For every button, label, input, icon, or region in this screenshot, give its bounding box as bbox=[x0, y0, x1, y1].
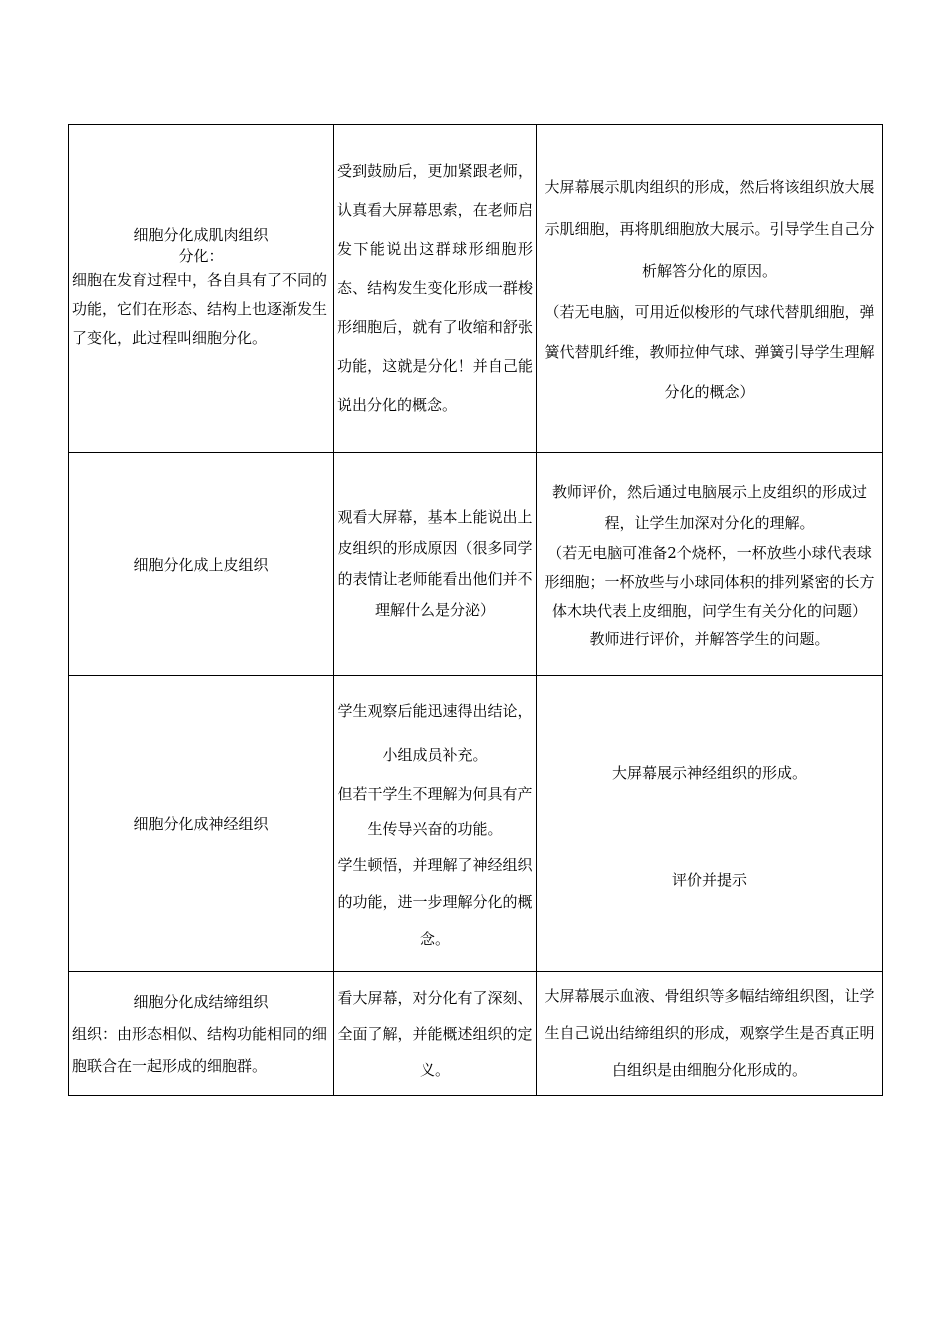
lesson-table bbox=[68, 124, 883, 1096]
student-activity-text: 观看大屏幕，基本上能说出上皮组织的形成原因（很多同学的表情让老师能看出他们并不理解什么是分泌） bbox=[337, 508, 533, 619]
student-activity-text: 看大屏幕，对分化有了深刻、全面了解，并能概述组织的定义。 bbox=[337, 988, 533, 1079]
teacher-activity-text: 大屏幕展示血液、骨组织等多幅结缔组织图，让学生自己说出结缔组织的形成，观察学生是否真正明白组织是由细胞分化形成的。 bbox=[544, 987, 875, 1079]
student-observation-text: 学生观察后能迅速得出结论，小组成员补充。 bbox=[337, 702, 533, 764]
definition-text: 组织：由形态相似、结构功能相同的细胞联合在一起形成的细胞群。 bbox=[72, 1024, 328, 1075]
table-row bbox=[69, 453, 883, 676]
stage-cell bbox=[69, 972, 334, 1096]
student-activity-cell bbox=[334, 676, 537, 972]
table-row bbox=[69, 972, 883, 1096]
teacher-activity-cell bbox=[537, 453, 883, 676]
stage-title: 细胞分化成神经组织 bbox=[133, 815, 269, 833]
student-activity-cell bbox=[334, 453, 537, 676]
student-insight-text: 学生顿悟，并理解了神经组织的功能，进一步理解分化的概念。 bbox=[337, 856, 533, 948]
teacher-activity-text: 教师评价，然后通过电脑展示上皮组织的形成过程，让学生加深对分化的理解。 bbox=[551, 482, 867, 532]
table-row bbox=[69, 125, 883, 453]
table-row bbox=[69, 676, 883, 972]
teacher-activity-text: 大屏幕展示肌肉组织的形成，然后将该组织放大展示肌细胞，再将肌细胞放大展示。引导学生自己分析解答分化的原因。 bbox=[544, 177, 875, 280]
student-question-text: 但若干学生不理解为何具有产生传导兴奋的功能。 bbox=[337, 785, 533, 838]
teacher-activity-cell bbox=[537, 972, 883, 1096]
teacher-note-text: （若无电脑可准备2个烧杯，一杯放些小球代表球形细胞；一杯放些与小球同体积的排列紧密的长方体木块代表上皮细胞，问学生有关分化的问题） bbox=[544, 543, 875, 620]
teacher-evaluation-text: 评价并提示 bbox=[671, 871, 747, 889]
student-activity-text: 受到鼓励后，更加紧跟老师，认真看大屏幕思索，在老师启发下能说出这群球形细胞形态、结构发生变化形成一群梭形细胞后，就有了收缩和舒张功能，这就是分化！并自己能说出分化的概念。 bbox=[337, 162, 533, 414]
student-activity-cell bbox=[334, 125, 537, 453]
stage-cell bbox=[69, 676, 334, 972]
teacher-note-text: （若无电脑，可用近似梭形的气球代替肌细胞，弹簧代替肌纤维，教师拉伸气球、弹簧引导学生理解分化的概念） bbox=[544, 302, 875, 401]
term-label: 分化： bbox=[178, 247, 224, 265]
teacher-activity-text: 大屏幕展示神经组织的形成。 bbox=[611, 764, 807, 782]
teacher-activity-cell bbox=[537, 676, 883, 972]
stage-cell bbox=[69, 125, 334, 453]
stage-cell bbox=[69, 453, 334, 676]
stage-title: 细胞分化成结缔组织 bbox=[133, 992, 269, 1011]
student-activity-cell bbox=[334, 972, 537, 1096]
definition-text: 细胞在发育过程中，各自具有了不同的功能，它们在形态、结构上也逐渐发生了变化，此过程叫细胞分化。 bbox=[72, 271, 328, 347]
stage-title: 细胞分化成上皮组织 bbox=[133, 555, 269, 574]
teacher-followup-text: 教师进行评价，并解答学生的问题。 bbox=[589, 629, 830, 648]
stage-title: 细胞分化成肌肉组织 bbox=[133, 226, 269, 244]
teacher-activity-cell bbox=[537, 125, 883, 453]
